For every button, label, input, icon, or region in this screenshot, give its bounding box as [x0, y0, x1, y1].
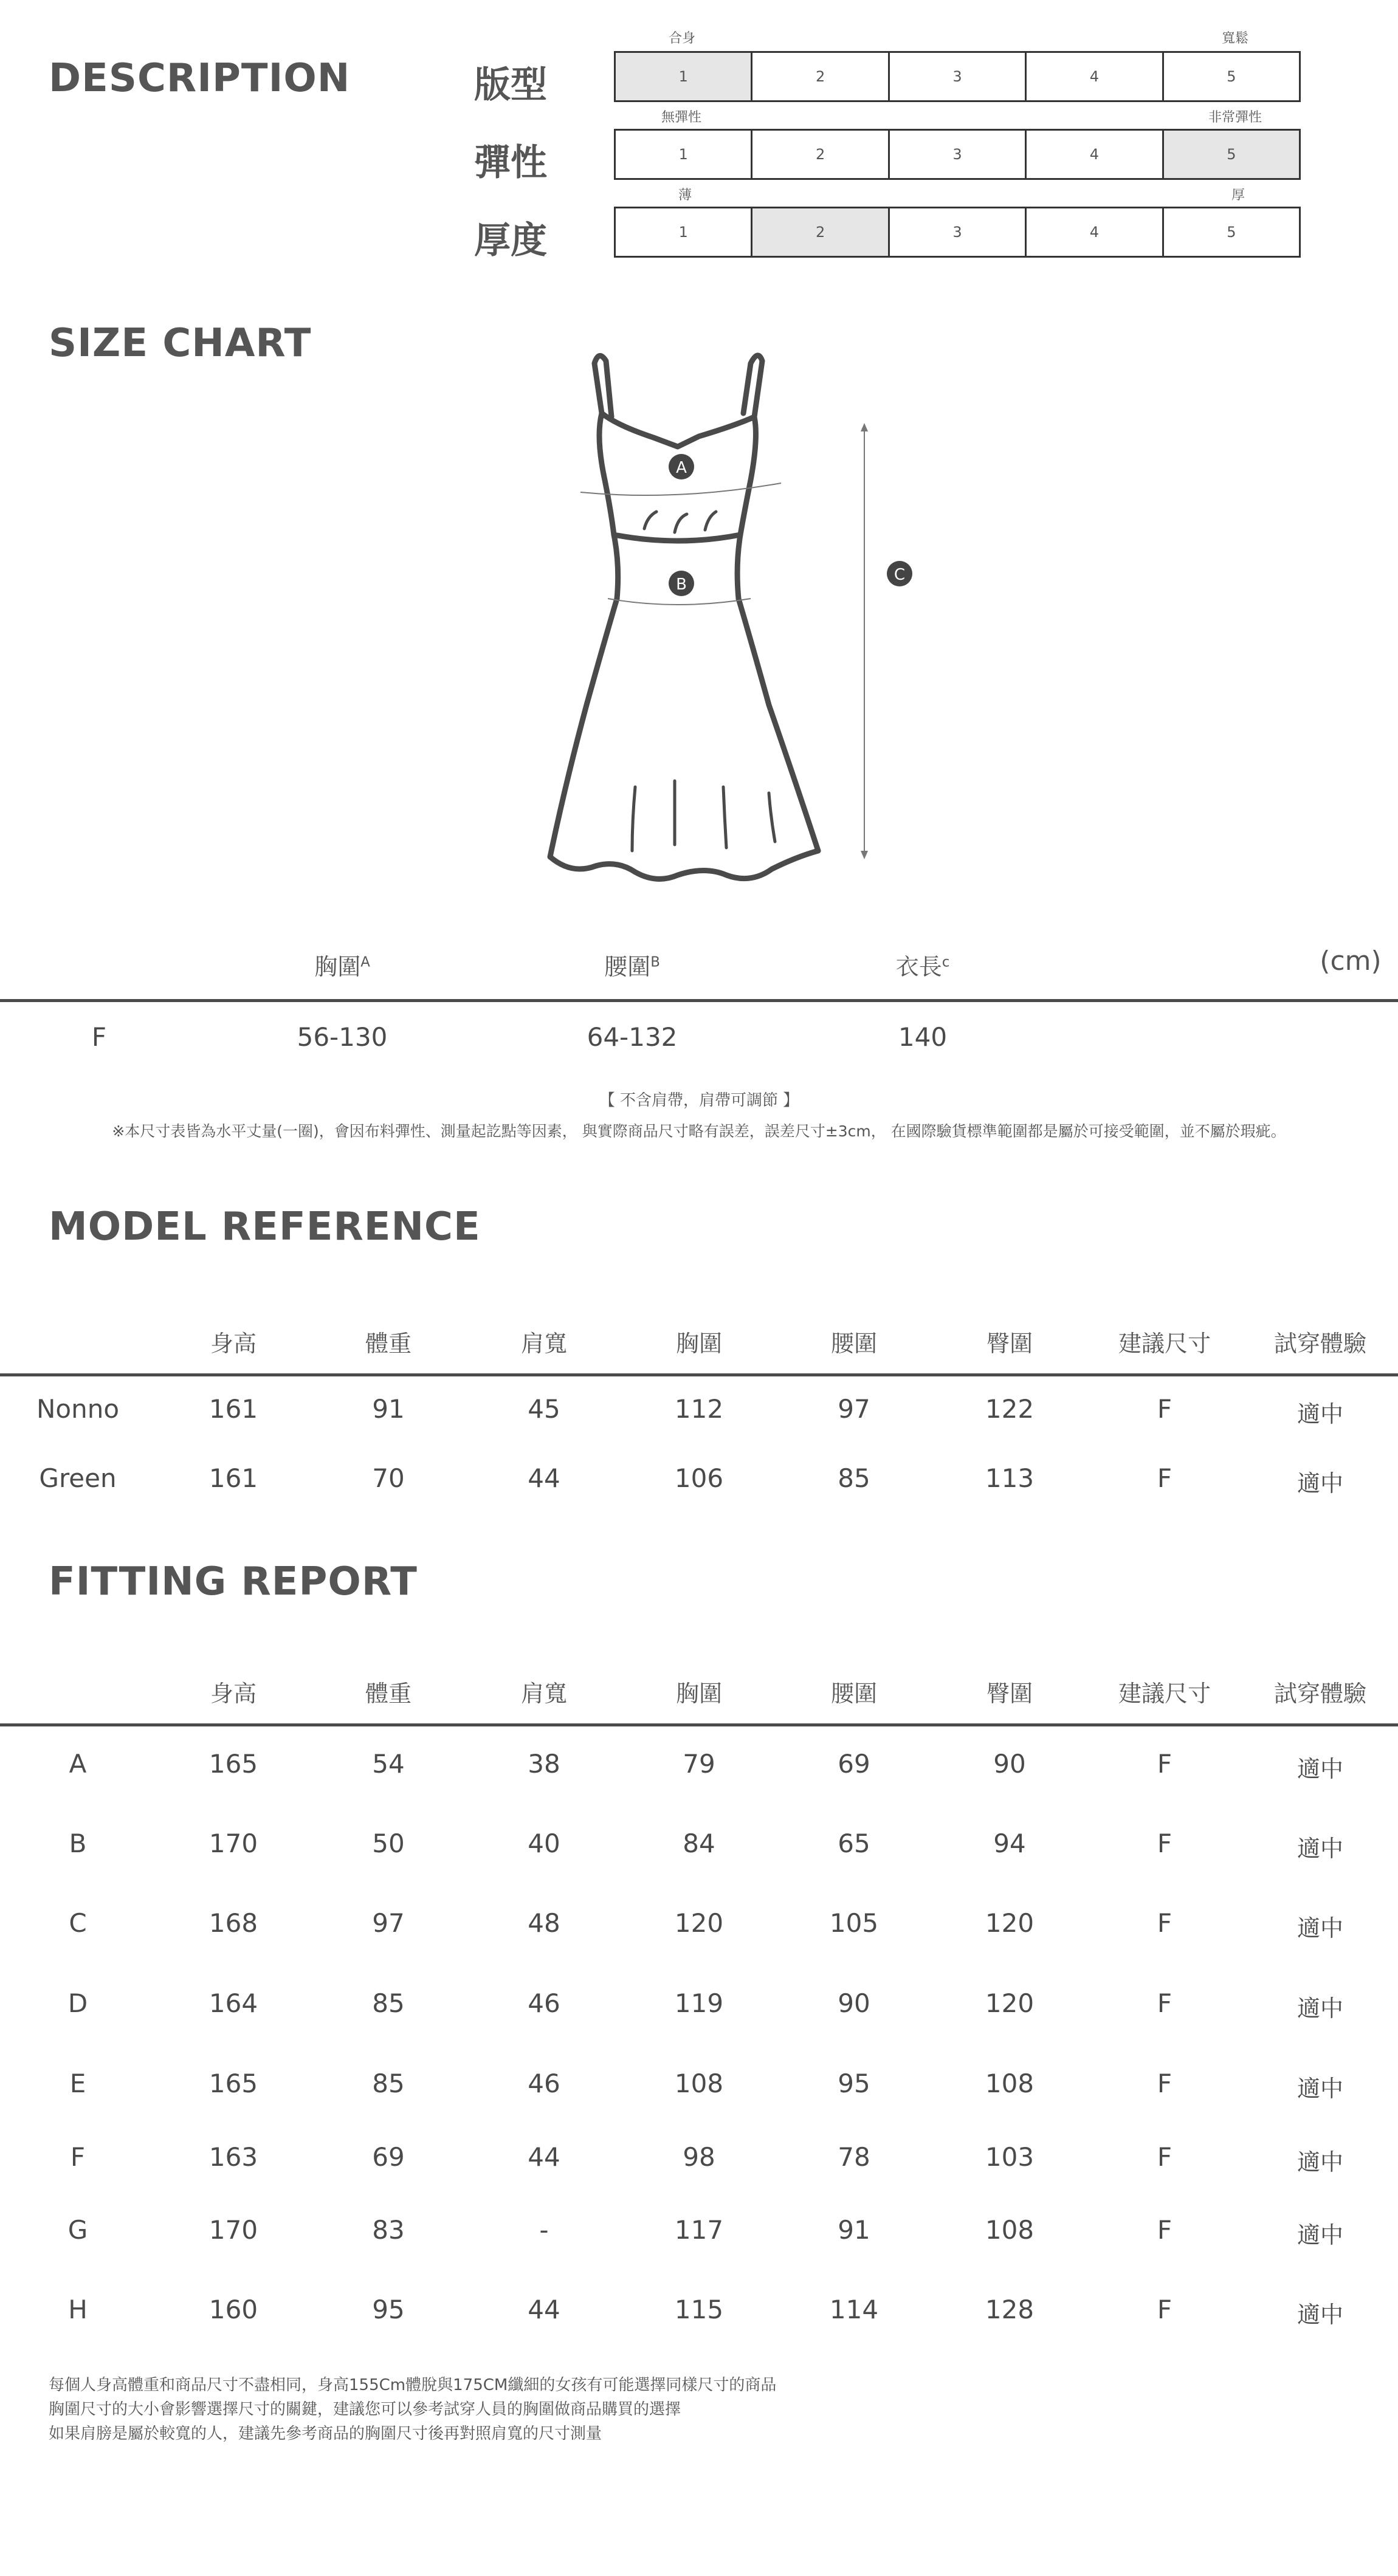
dress-illustration [523, 340, 960, 887]
elasticity-scale-cell-4: 4 [1027, 131, 1163, 178]
fitting-cell: 適中 [1296, 2149, 1344, 2176]
fitting-cell: 69 [372, 2142, 405, 2172]
fitting-cell: 78 [838, 2142, 870, 2172]
fitting-cell: 108 [985, 2215, 1035, 2245]
fitting-cell: 94 [993, 1829, 1026, 1858]
fit-scale-cell-2: 2 [752, 53, 889, 100]
model-name: Nonno [36, 1394, 120, 1424]
fitting-cell: 120 [674, 1908, 724, 1938]
fitting-cell: 54 [372, 1749, 405, 1779]
fitting-header-shoulder: 肩寬 [520, 1680, 568, 1707]
description-title: DESCRIPTION [49, 56, 351, 101]
fitting-cell: 105 [829, 1908, 879, 1938]
fitting-cell: 適中 [1296, 1915, 1344, 1942]
fitting-cell: 91 [838, 2215, 870, 2245]
elasticity-scale [614, 129, 1301, 180]
model-header-fit-experience: 試穿體驗 [1273, 1330, 1367, 1357]
fitting-tester-id: C [69, 1908, 87, 1938]
model-cell: 適中 [1296, 1401, 1344, 1427]
fitting-report-title: FITTING REPORT [49, 1559, 418, 1604]
fit-scale [614, 51, 1301, 102]
model-cell: 106 [674, 1463, 724, 1493]
model-header-hip: 臀圍 [986, 1330, 1033, 1357]
fitting-header-waist: 腰圍 [830, 1680, 878, 1707]
thickness-scale-cell-5: 5 [1227, 224, 1236, 241]
fitting-header-height: 身高 [210, 1680, 257, 1707]
fitting-cell: F [1157, 2069, 1172, 2098]
fit-scale-cell-3: 3 [890, 53, 1027, 100]
fitting-cell: 98 [683, 2142, 715, 2172]
fitting-cell: 48 [528, 1908, 560, 1938]
fitting-cell: 95 [372, 2295, 405, 2324]
fitting-tester-id: A [69, 1749, 87, 1779]
fitting-tester-id: H [68, 2295, 88, 2324]
fitting-header-hip: 臀圍 [986, 1680, 1033, 1707]
fitting-cell: F [1157, 2295, 1172, 2324]
fitting-cell: F [1157, 2142, 1172, 2172]
model-header-bust: 胸圍 [675, 1330, 723, 1357]
fitting-cell: F [1157, 1829, 1172, 1858]
fitting-cell: - [539, 2215, 549, 2245]
model-header-suggested-size: 建議尺寸 [1118, 1330, 1211, 1357]
size-row-waist: 64-132 [587, 1022, 678, 1052]
fitting-cell: 115 [674, 2295, 724, 2324]
fitting-cell: 103 [985, 2142, 1035, 2172]
fitting-header-suggested-size: 建議尺寸 [1118, 1680, 1211, 1707]
size-header-length: 衣長$^c$ [895, 953, 950, 980]
fitting-header-fit-experience: 試穿體驗 [1273, 1680, 1367, 1707]
fitting-cell: 適中 [1296, 2075, 1344, 2102]
thickness-scale [614, 207, 1301, 258]
elasticity-scale-right: 非常彈性 [1208, 110, 1262, 125]
model-cell: F [1157, 1463, 1172, 1493]
elasticity-scale-cell-1: 1 [616, 131, 752, 178]
fitting-cell: 165 [208, 1749, 258, 1779]
size-chart-title: SIZE CHART [49, 321, 312, 366]
size-header-waist: 腰圍$^B$ [604, 953, 660, 980]
model-cell: 97 [838, 1394, 870, 1424]
thickness-scale-cell-4: 4 [1027, 208, 1163, 256]
model-name: Green [39, 1463, 117, 1493]
fitting-cell: 適中 [1296, 1835, 1344, 1862]
fitting-cell: 85 [372, 2069, 405, 2098]
fitting-cell: 170 [208, 1829, 258, 1858]
size-unit: (cm) [1320, 946, 1382, 977]
elasticity-scale-left: 無彈性 [661, 110, 702, 125]
model-reference-title: MODEL REFERENCE [49, 1204, 481, 1249]
fitting-note-3: 如果肩膀是屬於較寬的人，建議先參考商品的胸圍尺寸後再對照肩寬的尺寸測量 [49, 2425, 602, 2443]
size-header-bust: 胸圍$^A$ [314, 953, 370, 980]
elasticity-scale-cell-3: 3 [890, 131, 1027, 178]
fitting-cell: 95 [838, 2069, 870, 2098]
model-cell: 113 [985, 1463, 1035, 1493]
marker-a: A [676, 459, 687, 477]
fitting-cell: 90 [993, 1749, 1026, 1779]
fitting-cell: 108 [674, 2069, 724, 2098]
thickness-scale-left: 薄 [678, 188, 692, 203]
fit-scale-cell-4: 4 [1027, 53, 1163, 100]
elasticity-scale-cell-5: 5 [1164, 131, 1299, 178]
thickness-scale-cell-3: 3 [890, 208, 1027, 256]
model-cell: 44 [528, 1463, 560, 1493]
fitting-cell: 40 [528, 1829, 560, 1858]
fitting-cell: 46 [528, 2069, 560, 2098]
model-cell: 161 [208, 1394, 258, 1424]
fitting-cell: 165 [208, 2069, 258, 2098]
model-header-height: 身高 [210, 1330, 257, 1357]
fitting-note-1: 每個人身高體重和商品尺寸不盡相同，身高155Cm體脫與175CM纖細的女孩有可能選擇同樣尺寸的商品 [49, 2376, 777, 2394]
fitting-cell: 160 [208, 2295, 258, 2324]
thickness-label: 厚度 [474, 219, 547, 262]
fitting-cell: 128 [985, 2295, 1035, 2324]
model-cell: 適中 [1296, 1470, 1344, 1497]
size-row-bust: 56-130 [297, 1022, 388, 1052]
model-cell: 122 [985, 1394, 1035, 1424]
model-cell: 85 [838, 1463, 870, 1493]
fitting-header-weight: 體重 [365, 1680, 412, 1707]
model-cell: 91 [372, 1394, 405, 1424]
fit-scale-right: 寬鬆 [1222, 31, 1249, 46]
marker-b: B [676, 575, 687, 594]
strap-note: 【 不含肩帶，肩帶可調節 】 [599, 1091, 799, 1110]
fitting-cell: F [1157, 1908, 1172, 1938]
model-cell: 45 [528, 1394, 560, 1424]
fitting-cell: F [1157, 1988, 1172, 2018]
marker-c: C [894, 566, 906, 584]
size-row-length: 140 [898, 1022, 948, 1052]
fit-scale-left: 合身 [669, 31, 696, 46]
model-cell: 70 [372, 1463, 405, 1493]
fitting-cell: 79 [683, 1749, 715, 1779]
fitting-cell: 120 [985, 1908, 1035, 1938]
fitting-tester-id: E [69, 2069, 86, 2098]
fit-scale-cell-1: 1 [616, 53, 752, 100]
thickness-scale-cell-2: 2 [752, 208, 889, 256]
fitting-cell: 164 [208, 1988, 258, 2018]
fitting-cell: 163 [208, 2142, 258, 2172]
fitting-cell: 44 [528, 2142, 560, 2172]
fitting-cell: 84 [683, 1829, 715, 1858]
model-header-shoulder: 肩寬 [520, 1330, 568, 1357]
fitting-cell: 117 [674, 2215, 724, 2245]
fitting-cell: 適中 [1296, 2301, 1344, 2328]
size-row-size: F [91, 1022, 107, 1052]
model-table-divider [0, 1373, 1398, 1376]
model-cell: 112 [674, 1394, 724, 1424]
elasticity-label: 彈性 [474, 142, 547, 184]
fitting-cell: 114 [829, 2295, 879, 2324]
fitting-cell: F [1157, 1749, 1172, 1779]
fitting-note-2: 胸圍尺寸的大小會影響選擇尺寸的關鍵，建議您可以參考試穿人員的胸圍做商品購買的選擇 [49, 2400, 681, 2419]
fitting-tester-id: D [67, 1988, 88, 2018]
model-header-waist: 腰圍 [830, 1330, 878, 1357]
fitting-cell: 120 [985, 1988, 1035, 2018]
fitting-cell: F [1157, 2215, 1172, 2245]
fitting-cell: 168 [208, 1908, 258, 1938]
model-cell: F [1157, 1394, 1172, 1424]
fitting-tester-id: G [67, 2215, 88, 2245]
fitting-cell: 108 [985, 2069, 1035, 2098]
fitting-cell: 83 [372, 2215, 405, 2245]
fit-label: 版型 [474, 64, 547, 106]
model-header-weight: 體重 [365, 1330, 412, 1357]
fitting-cell: 38 [528, 1749, 560, 1779]
model-cell: 161 [208, 1463, 258, 1493]
fitting-cell: 69 [838, 1749, 870, 1779]
elasticity-scale-cell-2: 2 [752, 131, 889, 178]
fitting-cell: 46 [528, 1988, 560, 2018]
thickness-scale-cell-1: 1 [616, 208, 752, 256]
fitting-cell: 90 [838, 1988, 870, 2018]
size-table-divider [0, 999, 1398, 1002]
fitting-header-bust: 胸圍 [675, 1680, 723, 1707]
size-disclaimer: ※本尺寸表皆為水平丈量(一圈)，會因布料彈性、測量起訖點等因素， 與實際商品尺寸略有誤差，誤差尺寸±3cm， 在國際驗貨標準範圍都是屬於可接受範圍，並不屬於瑕疵。 [112, 1122, 1286, 1140]
fitting-cell: 50 [372, 1829, 405, 1858]
fit-scale-cell-5: 5 [1227, 68, 1236, 85]
fitting-tester-id: F [70, 2142, 86, 2172]
thickness-scale-right: 厚 [1231, 188, 1245, 203]
fitting-cell: 85 [372, 1988, 405, 2018]
fitting-table-divider [0, 1723, 1398, 1726]
fitting-tester-id: B [69, 1829, 87, 1858]
fitting-cell: 65 [838, 1829, 870, 1858]
fitting-cell: 適中 [1296, 2222, 1344, 2248]
fitting-cell: 44 [528, 2295, 560, 2324]
fitting-cell: 97 [372, 1908, 405, 1938]
fitting-cell: 適中 [1296, 1995, 1344, 2022]
fitting-cell: 170 [208, 2215, 258, 2245]
fitting-cell: 適中 [1296, 1756, 1344, 1782]
fitting-cell: 119 [674, 1988, 724, 2018]
